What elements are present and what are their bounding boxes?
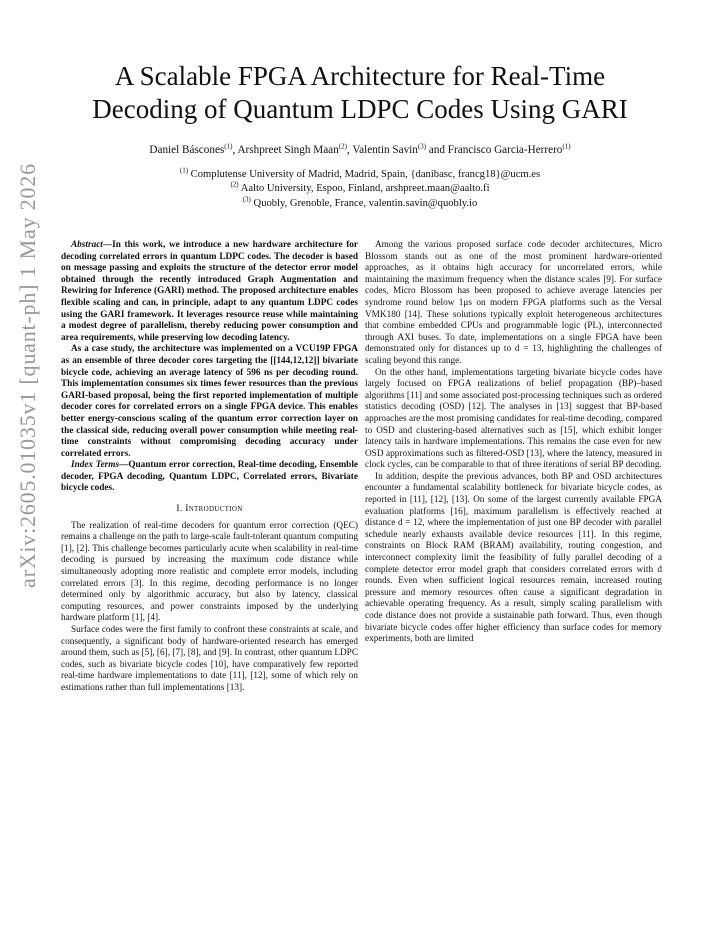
body-paragraph: Surface codes were the first family to confront these constraints at scale, and consequently, a significant body of hardware-oriented research has emerged around them, such as [5], [6], [7], [8], and [9]. In contrast, other quantum LDPC codes, such as bivariate bicycle codes [10], have comparatively few reported real-time hardware implementations to date [11], [12], some of which rely on estimations rather than full implementations [13]. <box>61 625 358 693</box>
body-paragraph: In addition, despite the previous advances, both BP and OSD architectures encounter a fundamental scalability bottleneck for bivariate bicycle codes, as reported in [11], [12], [13]. On some of the largest currently available FPGA evaluation platforms [16], maximum parallelism is effectively reached at distance d = 12, where the implementation of just one BP decoder with parallel schedule nearly exhausts available device resources [11]. In this regime, constraints on Block RAM (BRAM) availability, routing congestion, and interconnect complexity limit the feasibility of fully parallel decoding of a complete detector error model graph that considers correlated errors with d rounds. Even when sufficient logical resources remain, increased routing pressure and memory resources often cause a significant degradation in achievable operating frequency. As a result, simply scaling parallelism with code distance does not provide a sustainable path forward. Thus, even though bivariate bicycle codes offer higher efficiency than surface codes for memory experiments, both are limited <box>365 471 662 645</box>
abstract-paragraph: Abstract—In this work, we introduce a new hardware architecture for decoding correlated errors in quantum LDPC codes. The decoder is based on message passing and exploits the structure of the detector error model obtained through the recently introduced Graph Augmentation and Rewiring for Inference (GARI) method. The proposed architecture enables flexible scaling and can, in principle, adapt to any quantum LDPC codes using the GARI framework. It leverages resource reuse while maintaining a modest degree of parallelism, thereby reducing power consumption and area requirements, while preserving low decoding latency. <box>61 240 358 343</box>
author: Francisco Garcia-Herrero$^{(1)}$ <box>447 142 571 156</box>
title-line-1: A Scalable FPGA Architecture for Real-Time <box>114 61 606 91</box>
abstract-paragraph: As a case study, the architecture was implemented on a VCU19P FPGA as an ensemble of three decoder cores targeting the [[144,12,12]] bivariate bicycle code, achieving an average latency of 596 ns per decoding round. This implementation consumes six times fewer resources than the previous GARI-based proposal, being the first reported implementation of multiple decoder cores for correlated errors on a single FPGA device. This enables better energy-conscious scaling of the quantum error correction layer on the classical side, reducing overall power consumption while meeting real-time constraints without compromising decoding accuracy under correlated errors. <box>61 344 358 459</box>
affiliation: $^{(3)}$ Quobly, Grenoble, France, valentin.savin@quobly.io <box>242 195 478 209</box>
affiliation: $^{(1)}$ Complutense University of Madrid, Madrid, Spain, {danibasc, francg18}@ucm.es <box>179 166 541 180</box>
affiliation: $^{(2)}$ Aalto University, Espoo, Finland, arshpreet.maan@aalto.fi <box>230 180 490 195</box>
right-column <box>365 240 662 646</box>
section-heading: I. Introduction <box>176 504 243 515</box>
index-terms: Index Terms—Quantum error correction, Real-time decoding, Ensemble decoder, FPGA decoding, Quantum LDPC, Correlated errors, Bivariate bicycle codes. <box>61 460 358 494</box>
author-list <box>40 143 680 157</box>
body-paragraph: Among the various proposed surface code decoder architectures, Micro Blossom stands out as one of the most prominent hardware-oriented approaches, as it obtains high accuracy for uncorrelated errors, while maintaining the maximum frequency when the distance scales [9]. For surface codes, Micro Blossom has been proposed to achieve average latencies per syndrome round below 1μs on modern FPGA platforms such as the Versal VMK180 [14]. These solutions typically exploit heterogeneous architectures that combine embedded CPUs and programmable logic (PL), interconnected through AXI buses. To date, implementations on a single FPGA have been demonstrated only for distances up to d = 13, highlighting the challenges of scaling beyond this range. <box>365 240 662 366</box>
body-paragraph: The realization of real-time decoders for quantum error correction (QEC) remains a challenge on the path to large-scale fault-tolerant quantum computing [1], [2]. This challenge becomes particularly acute when scalability in real-time decoding is pursued by increasing the maximum code distance while simultaneously adopting more realistic and complete error models, including correlated errors [3]. In this regime, decoding performance is no longer determined only by algorithmic accuracy, but also by latency, classical computing resources, and power constraints imposed by the underlying hardware platform [1], [4]. <box>61 520 358 624</box>
author: Arshpreet Singh Maan$^{(2)}$, <box>237 142 353 156</box>
title-line-2: Decoding of Quantum LDPC Codes Using GARI <box>92 94 628 124</box>
arxiv-identifier: arXiv:2605.01035v1 [quant-ph] 1 May 2026 <box>15 163 40 588</box>
left-column <box>61 240 358 695</box>
affiliation-list <box>40 168 680 211</box>
body-paragraph: On the other hand, implementations targeting bivariate bicycle codes have largely focused on FPGA realizations of belief propagation (BP)–based algorithms [11] and some associated post-processing techniques such as ordered statistics decoding (OSD) [12]. The analyses in [13] suggest that BP-based approaches are the most promising candidates for real-time decoding, compared to OSD and clustering-based alternatives such as [15], which exhibit longer latency tails in hardware implementations. This remains the case even for new OSD approximations such as filtered-OSD [13], where the latency, measured in clock cycles, can be comparable to that of three iterations of serial BP decoding. <box>365 367 662 471</box>
author: Valentin Savin$^{(3)}$ and <box>352 142 448 156</box>
author: Daniel Báscones$^{(1)}$, <box>149 142 238 156</box>
paper-title <box>40 60 680 126</box>
